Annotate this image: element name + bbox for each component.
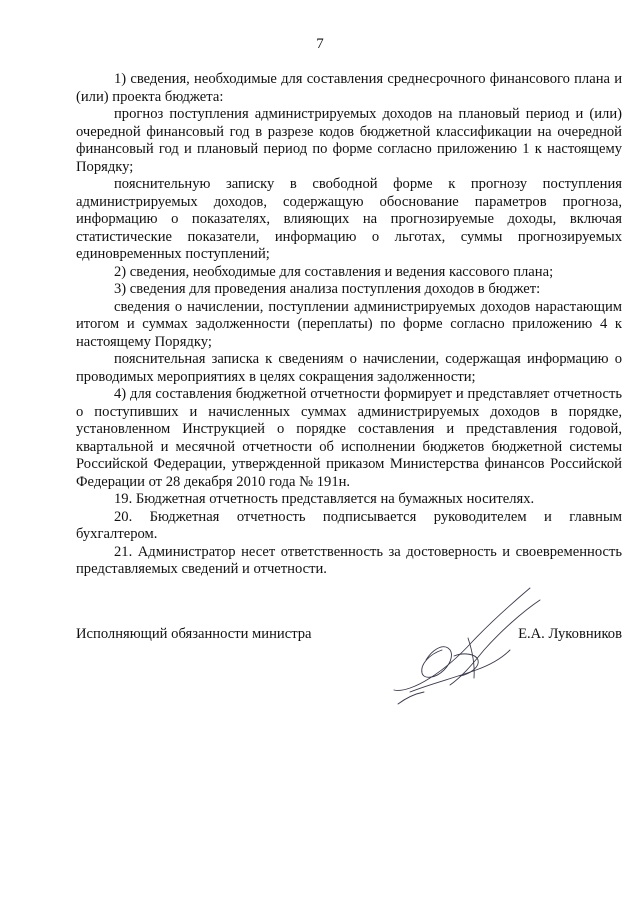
paragraph-item-3: 3) сведения для проведения анализа поступления доходов в бюджет: xyxy=(114,281,541,297)
paragraph-item-1: 1) сведения, необходимые для составления среднесрочного финансового плана и (или) проекта бюджета: xyxy=(76,71,622,105)
paragraph-accrual-info: сведения о начислении, поступлении администрируемых доходов нарастающим итогом и суммах задолженности (переплаты) по форме согласно приложению 4 к настоящему Порядку; xyxy=(76,298,622,350)
paragraph-accrual-note: пояснительная записка к сведениям о начислении, содержащая информацию о проводимых мероприятиях в целях сокращения задолженности; xyxy=(76,351,622,385)
paragraph-item-4: 4) для составления бюджетной отчетности формирует и представляет отчетность о поступивших и начисленных суммах администрируемых доходов в порядке, установленном Инструкцией о порядке составления и представления годовой, квартальной и месячной отчетности об исполнении бюджетов бюджетной системы Российской Федерации, утвержденной приказом Министерства финансов Российской Федерации от 28 декабря 2010 года № 191н. xyxy=(76,386,622,490)
signer-title: Исполняющий обязанности министра xyxy=(76,626,312,642)
paragraph-20: 20. Бюджетная отчетность подписывается руководителем и главным бухгалтером. xyxy=(76,508,622,542)
paragraph-explanatory-note: пояснительную записку в свободной форме к прогнозу поступления администрируемых доходов, содержащую обоснование параметров прогноза, информацию о показателях, влияющих на прогнозируемые доходы, включая статистические показатели, информацию о льготах, суммы прогнозируемых единовременных поступлений; xyxy=(76,176,622,262)
signer-name: Е.А. Луковников xyxy=(518,626,622,642)
handwritten-signature xyxy=(380,580,560,710)
page-number: 7 xyxy=(316,36,324,52)
paragraph-item-2: 2) сведения, необходимые для составления и ведения кассового плана; xyxy=(114,263,554,280)
paragraph-21: 21. Администратор несет ответственность за достоверность и своевременность представляемых сведений и отчетности. xyxy=(76,543,622,577)
document-body xyxy=(76,71,622,579)
paragraph-forecast: прогноз поступления администрируемых доходов на плановый период и (или) очередной финансовый год в разрезе кодов бюджетной классификации на очередной финансовый год и плановый период по форме согласно приложению 1 к настоящему Порядку; xyxy=(76,106,622,175)
paragraph-19: 19. Бюджетная отчетность представляется на бумажных носителях. xyxy=(114,491,535,507)
